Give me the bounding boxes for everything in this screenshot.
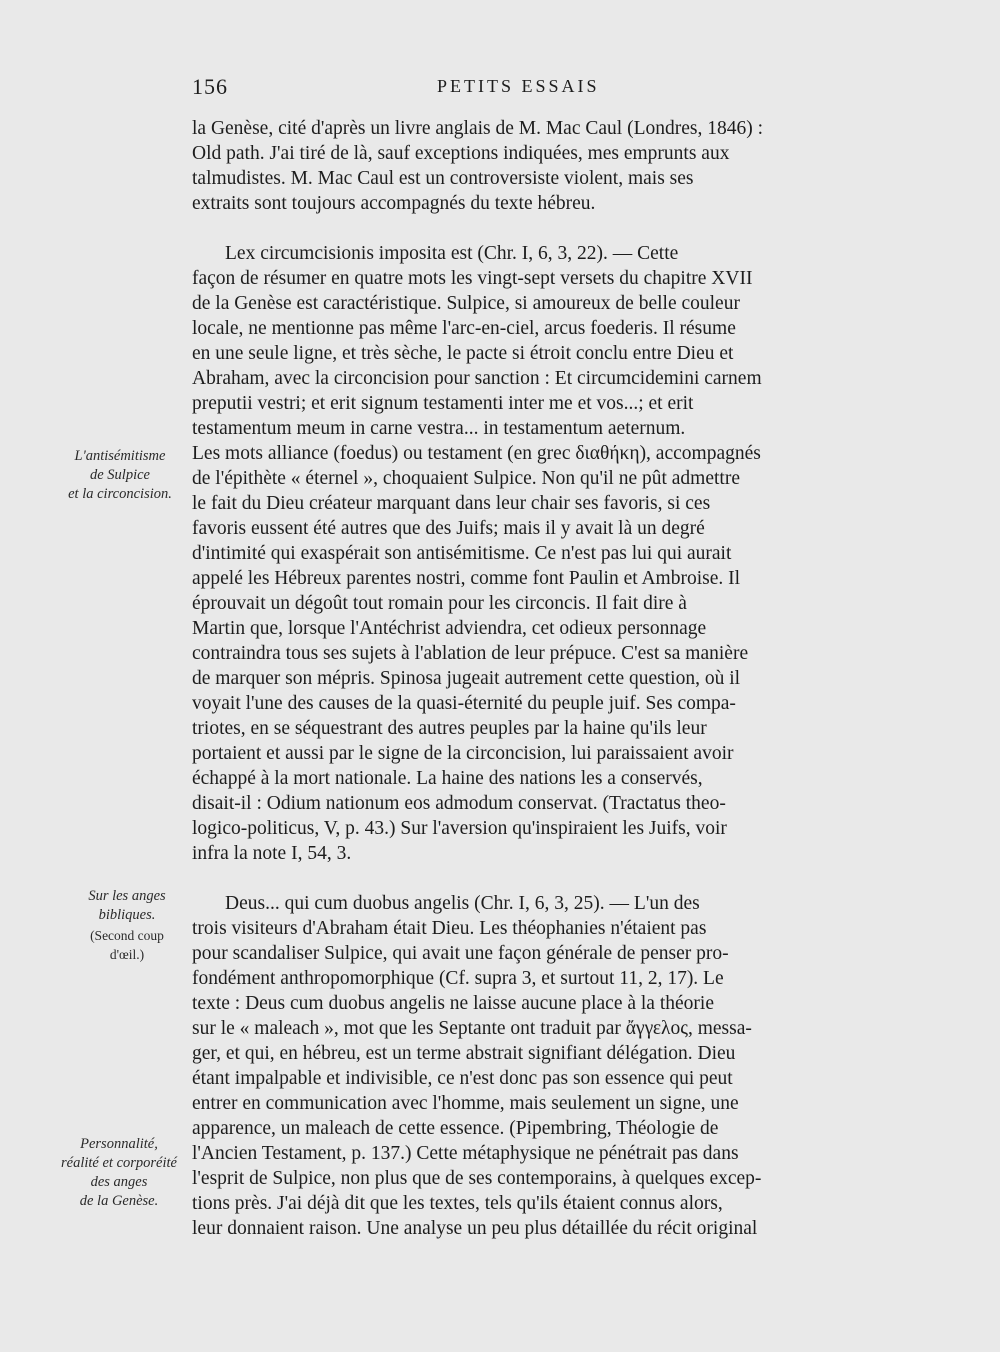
page-header [192,74,882,104]
text-line: extraits sont toujours accompagnés du texte hébreu. [192,193,596,214]
text-line: portaient et aussi par le signe de la circoncision, lui paraissaient avoir [192,743,734,764]
text-line: de la Genèse est caractéristique. Sulpice, si amoureux de belle couleur [192,293,740,314]
margin-note-line: Sur les anges [88,888,166,904]
margin-note-line: de Sulpice [90,467,150,483]
text-line: fondément anthropomorphique (Cf. supra 3, et surtout 11, 2, 17). Le [192,968,724,989]
running-title: PETITS ESSAIS [437,76,600,96]
text-line: texte : Deus cum duobus angelis ne laisse aucune place à la théorie [192,993,714,1014]
text-line: Les mots alliance (foedus) ou testament (en grec διαθήκη), accompagnés [192,443,761,464]
margin-note-personnalite [48,1135,190,1211]
margin-note-anges-bibliques [72,887,182,925]
text-line: Abraham, avec la circoncision pour sanction : Et circumcidemini carnem [192,368,762,389]
text-line: l'Ancien Testament, p. 137.) Cette métaphysique ne pénétrait pas dans [192,1143,739,1164]
text-line: la Genèse, cité d'après un livre anglais de M. Mac Caul (Londres, 1846) : [192,118,764,139]
text-line: contraindra tous ses sujets à l'ablation de leur prépuce. C'est sa manière [192,643,749,664]
text-line: trois visiteurs d'Abraham était Dieu. Les théophanies n'étaient pas [192,918,707,939]
text-line: éprouvait un dégoût tout romain pour les circoncis. Il fait dire à [192,593,687,614]
text-line: leur donnaient raison. Une analyse un peu plus détaillée du récit original [192,1218,758,1239]
text-line: d'intimité qui exaspérait son antisémitisme. Ce n'est pas lui qui aurait [192,543,732,564]
text-line: Deus... qui cum duobus angelis (Chr. I, 6, 3, 25). — L'un des [225,893,700,914]
text-line: voyait l'une des causes de la quasi-éternité du peuple juif. Ses compa- [192,693,736,714]
margin-note-line: des anges [90,1174,148,1190]
text-line: favoris eussent été autres que des Juifs; mais il y avait là un degré [192,518,705,539]
text-line: sur le « maleach », mot que les Septante ont traduit par ἄγγελος, messa- [192,1018,752,1039]
text-line: appelé les Hébreux parentes nostri, comme font Paulin et Ambroise. Il [192,568,741,589]
text-line: en une seule ligne, et très sèche, le pacte si étroit conclu entre Dieu et [192,343,734,364]
text-line: de marquer son mépris. Spinosa jugeait autrement cette question, où il [192,668,741,689]
margin-note-line: d'œil.) [109,947,145,962]
margin-note-line: bibliques. [98,907,156,923]
text-line: Martin que, lorsque l'Antéchrist adviendra, cet odieux personnage [192,618,707,639]
text-line: tions près. J'ai déjà dit que les textes, tels qu'ils étaient connus alors, [192,1193,723,1214]
text-line: le fait du Dieu créateur marquant dans leur chair ses favoris, si ces [192,493,711,514]
margin-note-second-coup [72,926,182,964]
margin-note-line: (Second coup [90,928,164,943]
page-number: 156 [192,74,228,99]
text-line: entrer en communication avec l'homme, mais seulement un signe, une [192,1093,739,1114]
text-line: façon de résumer en quatre mots les vingt-sept versets du chapitre XVII [192,268,753,289]
text-line: étant impalpable et indivisible, ce n'est donc pas son essence qui peut [192,1068,733,1089]
text-line: Old path. J'ai tiré de là, sauf exceptions indiquées, mes emprunts aux [192,143,730,164]
text-line: Lex circumcisionis imposita est (Chr. I, 6, 3, 22). — Cette [225,243,679,264]
text-line: logico-politicus, V, p. 43.) Sur l'aversion qu'inspiraient les Juifs, voir [192,818,727,839]
text-line: disait-il : Odium nationum eos admodum conservat. (Tractatus theo- [192,793,726,814]
margin-note-line: et la circoncision. [68,486,172,502]
margin-note-line: L'antisémitisme [74,448,166,464]
text-line: l'esprit de Sulpice, non plus que de ses contemporains, à quelques excep- [192,1168,762,1189]
text-line: apparence, un maleach de cette essence. (Pipembring, Théologie de [192,1118,719,1139]
text-line: pour scandaliser Sulpice, qui avait une façon générale de penser pro- [192,943,729,964]
text-line: infra la note I, 54, 3. [192,843,352,864]
text-line: testamentum meum in carne vestra... in testamentum aeternum. [192,418,686,439]
text-line: triotes, en se séquestrant des autres peuples par la haine qu'ils leur [192,718,707,739]
text-line: locale, ne mentionne pas même l'arc-en-ciel, arcus foederis. Il résume [192,318,736,339]
margin-note-line: de la Genèse. [79,1193,159,1209]
text-line: ger, et qui, en hébreu, est un terme abstrait signifiant délégation. Dieu [192,1043,736,1064]
margin-note-antisemitisme [52,447,188,504]
text-line: preputii vestri; et erit signum testamenti inter me et vos...; et erit [192,393,694,414]
text-line: de l'épithète « éternel », choquaient Sulpice. Non qu'il ne pût admettre [192,468,740,489]
text-line: échappé à la mort nationale. La haine des nations les a conservés, [192,768,703,789]
text-line: talmudistes. M. Mac Caul est un controversiste violent, mais ses [192,168,694,189]
margin-note-line: réalité et corporéité [61,1155,177,1171]
margin-note-line: Personnalité, [80,1136,158,1152]
